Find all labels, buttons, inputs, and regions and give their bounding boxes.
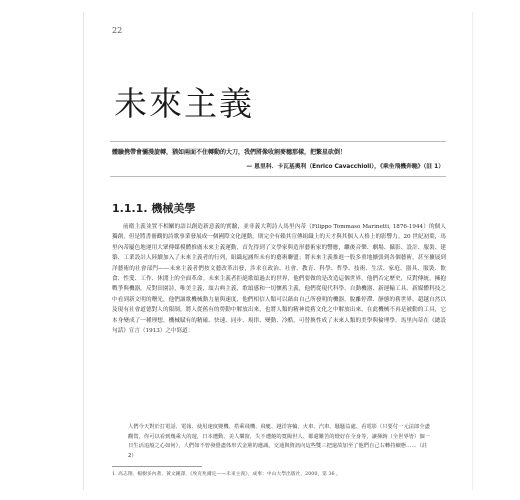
page-number: 22 — [112, 26, 123, 35]
footnote: 1. 高志翔、楊樹多內著、黃文鍾譯，《埃克兆爾定——未來主義》，成事：中山大學出版社，2000，第 36 。 — [112, 472, 341, 477]
epigraph-bottom-rule — [110, 176, 446, 177]
book-page — [84, 12, 472, 490]
epigraph-attribution: — 恩里科．卡瓦基奧利（Enrico Cavacchioli），《乘坐飛機奔馳》（註 1） — [246, 164, 444, 170]
epigraph-text: 體驗携帶會彌漫旋轉，猶如兩面不住轉動的大刀，我們將像收割麥穗那樣，把繁星砍倒！ — [112, 149, 347, 156]
section-heading: 1.1.1. 機械美學 — [112, 202, 196, 215]
epigraph-top-rule — [110, 141, 446, 142]
block-quote: 人們今天對於打電話、電報、使用速度變機、搭乘飛機、飛艇、越洋客輪、火車、汽車、騷騷益處、看電影（只要付一元法郎全盡觀賞，你可以看到幾乘大的遊，日本遭動、美人樂窗，失不遭燒的寬陽世人、都還難苦的燈好在全身等，讓揮鉤（全世界皆）個一日生活追般之心如何），人們如不曾發覺盡体形式金黨的遺誠，交通與資訊向這些雙三把還故加至了他們自己右轉持續態……（註 2） — [128, 424, 430, 459]
chapter-title: 未來主義 — [114, 84, 254, 123]
body-text — [112, 222, 446, 336]
body-paragraph: 前衛主義並置不相關的語以創造新意義的實驗，並非義大利詩人馬里內蒂（Filippo Tommaso Marinetti, 1876-1944）的個人獨創，但是將書冊觀的詩歌事業發展成一個國際文化運動，則完全有賴其宣傳組織上的天才與其個人人格上的影響力。20 世紀初葉，馬里內蒂屢色地運用大眾傳媒模體推廣未來主義運動，首先得到了文學家與造形藝術家的響應，繼後音樂、劇場、攝影、設計、服裝、建築、工業設計人陸續加入了未來主義者的行列，組織起涵所未有的藝術聯盟；將未來主義推進一股多重地擴張到各個藝術，甚至擴展到洋藝術的社會部門——未來主義者們按文藝改革出發，涉求在政治、社會、教育、科學、哲學、技術、生活、家庭、器具、服裝、飲食、性愛、工作、休閒上的全面革命。未來主義者拒絕歌頌過去的世界，他們要做的是改造這個世界，他們否定歷史，反對傳統，擁抱戰爭與機器。反對田園詩，唯美主義，頌古典主義，歌頌感和一切懷舊主義，他們從現代科學、自動機器、新運輸工具、新媒體科技之中看到新文明的曙光，他們謳歌機械動力量與速度，他們相信人類可以藉由自己所發明的機器，脫離停滯、靜態的舊世界，超越自然以及現有社會道德對人的限制，將人從舊有的勞動中解放出來，也將人類的精神從舊文化之中解放出來，在此機械不再是被動的工具，它本身變成了一種理想，機械賦有的精確、快速、同步、規律、變動、冷酷，可替換性成了未來人類的美學與倫理學。馬里內蒂在《總設句話》宣言（1913）之中寫道： — [112, 224, 446, 335]
footnote-rule — [112, 466, 202, 467]
